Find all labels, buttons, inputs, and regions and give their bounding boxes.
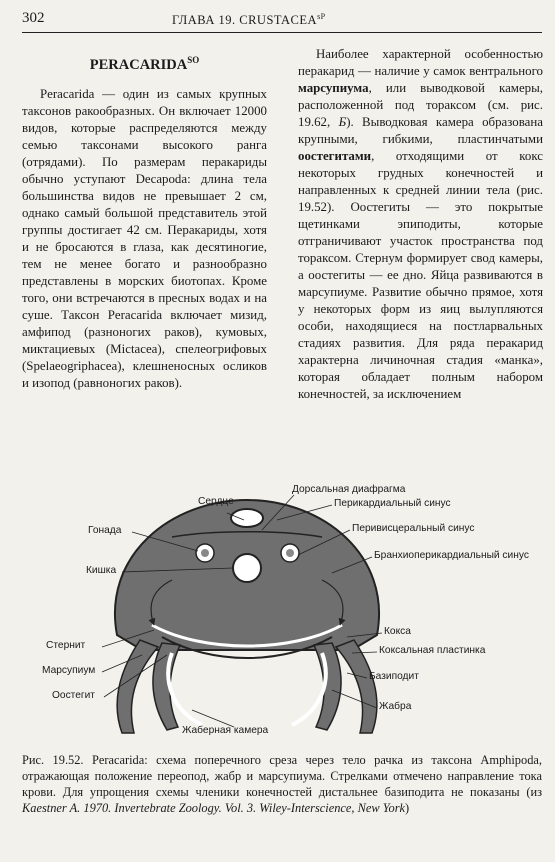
figure-caption [22, 752, 542, 816]
label-oostegite: Оостегит [52, 690, 95, 701]
label-gill: Жабра [379, 701, 412, 712]
label-coxal-plate: Коксальная пластинка [379, 645, 486, 656]
section-title [22, 52, 267, 74]
label-pericardial-sinus: Перикардиальный синус [334, 498, 451, 509]
paragraph-1: Peracarida — один из самых крупных таксонов ракообразных. Он включает 12000 видов, которые распределяются между семью таксонами высокого ранга (отрядами). По размерам перакариды обычно уступают Decapoda: длина тела большинства видов не превышает 2 см, однако самый большой представитель этой группы достигает 42 см. Перакариды, хотя и не бросаются в глаза, как десятиногие, тем не менее богато и разнообразно представлены в морских биотопах. Кроме того, они встречаются в пресных водах и на суше. Таксон Peracarida включает мизид, амфипод (разноногих раков), кумовых, миктациевых (Mictacea), спелеогрифовых (Spelaeogriphacea), клешненосных осликов и изопод (равноногих раков). [22, 86, 267, 390]
label-intestine: Кишка [86, 565, 117, 576]
section-title-sup: SO [187, 55, 200, 65]
label-perivisceral-sinus: Перивисцеральный синус [352, 523, 475, 534]
leg-left-inner [153, 643, 180, 730]
leg-left [117, 640, 158, 733]
label-basipodite: Базиподит [369, 671, 419, 682]
label-gonad: Гонада [88, 525, 122, 536]
label-marsupium: Марсупиум [42, 665, 96, 676]
left-column [22, 46, 267, 392]
leg-right-inner [314, 643, 341, 730]
right-column [298, 46, 543, 403]
page-number: 302 [22, 10, 45, 26]
paragraph-2 [298, 46, 543, 403]
label-heart: Сердце [198, 496, 234, 507]
p2-part-d: , отходящими от кокс некоторых грудных конечностей и направленных к средней линии тела (рис. 19.52). Оостегиты — это покрытые щетинками эпиподиты, которые отграничивают участок пространства под тораксом. Стернум формирует свод камеры, а оостегиты — ее дно. Яйца развиваются в марсупиуме. Развитие обычно прямое, хотя у некоторых форм из яиц вылупляются особи, находящиеся на постларвальных стадиях развития. Для ряда перакарид характерна личиночная стадия «манка», которая обладает полным набором конечностей, за исключением [298, 149, 543, 401]
leg-right [336, 640, 377, 733]
p2-part-c: ). Выводковая камера образована крупными, гибкими, пластинчатыми [298, 115, 543, 146]
figure-19-52 [22, 475, 542, 740]
running-title-text: ГЛАВА 19. CRUSTACEA [172, 13, 318, 28]
label-coxa: Кокса [384, 626, 411, 637]
p2-part-b: , или выводковой камеры, расположенной под тораксом (см. рис. 19.62, [298, 81, 543, 129]
p2-part-a: Наиболее характерной особенностью перакарид — наличие у самок вентрального [298, 47, 543, 78]
label-branchiopericardial-sinus: Бранхиоперикардиальный синус [374, 550, 529, 561]
p2-figure-ref: Б [338, 115, 347, 129]
running-title [172, 12, 326, 28]
term-marsupium: марсупиума [298, 81, 369, 95]
cross-section-diagram [22, 475, 542, 740]
label-gill-chamber: Жаберная камера [182, 725, 269, 736]
caption-close: ) [405, 801, 410, 815]
caption-reference: Kaestner A. 1970. Invertebrate Zoology. Vol. 3. Wiley-Interscience, New York [22, 801, 406, 815]
heart [231, 509, 263, 527]
term-oostegites: оостегитами [298, 149, 372, 163]
intestine [233, 554, 261, 582]
running-title-sup: sP [317, 12, 326, 21]
label-dorsal-diaphragm: Дорсальная диафрагма [292, 484, 406, 495]
page-header [22, 6, 542, 33]
section-title-text: PERACARIDA [89, 56, 188, 73]
label-sternite: Стернит [46, 640, 86, 651]
caption-text: Рис. 19.52. Peracarida: схема поперечного среза через тело рачка из таксона Amphipoda, отражающая положение переопод, жабр и марсупиума. Стрелками отмечено направление тока крови. Для упрощения схемы членики конечностей дистальнее базиподита не показаны (из [22, 753, 542, 799]
